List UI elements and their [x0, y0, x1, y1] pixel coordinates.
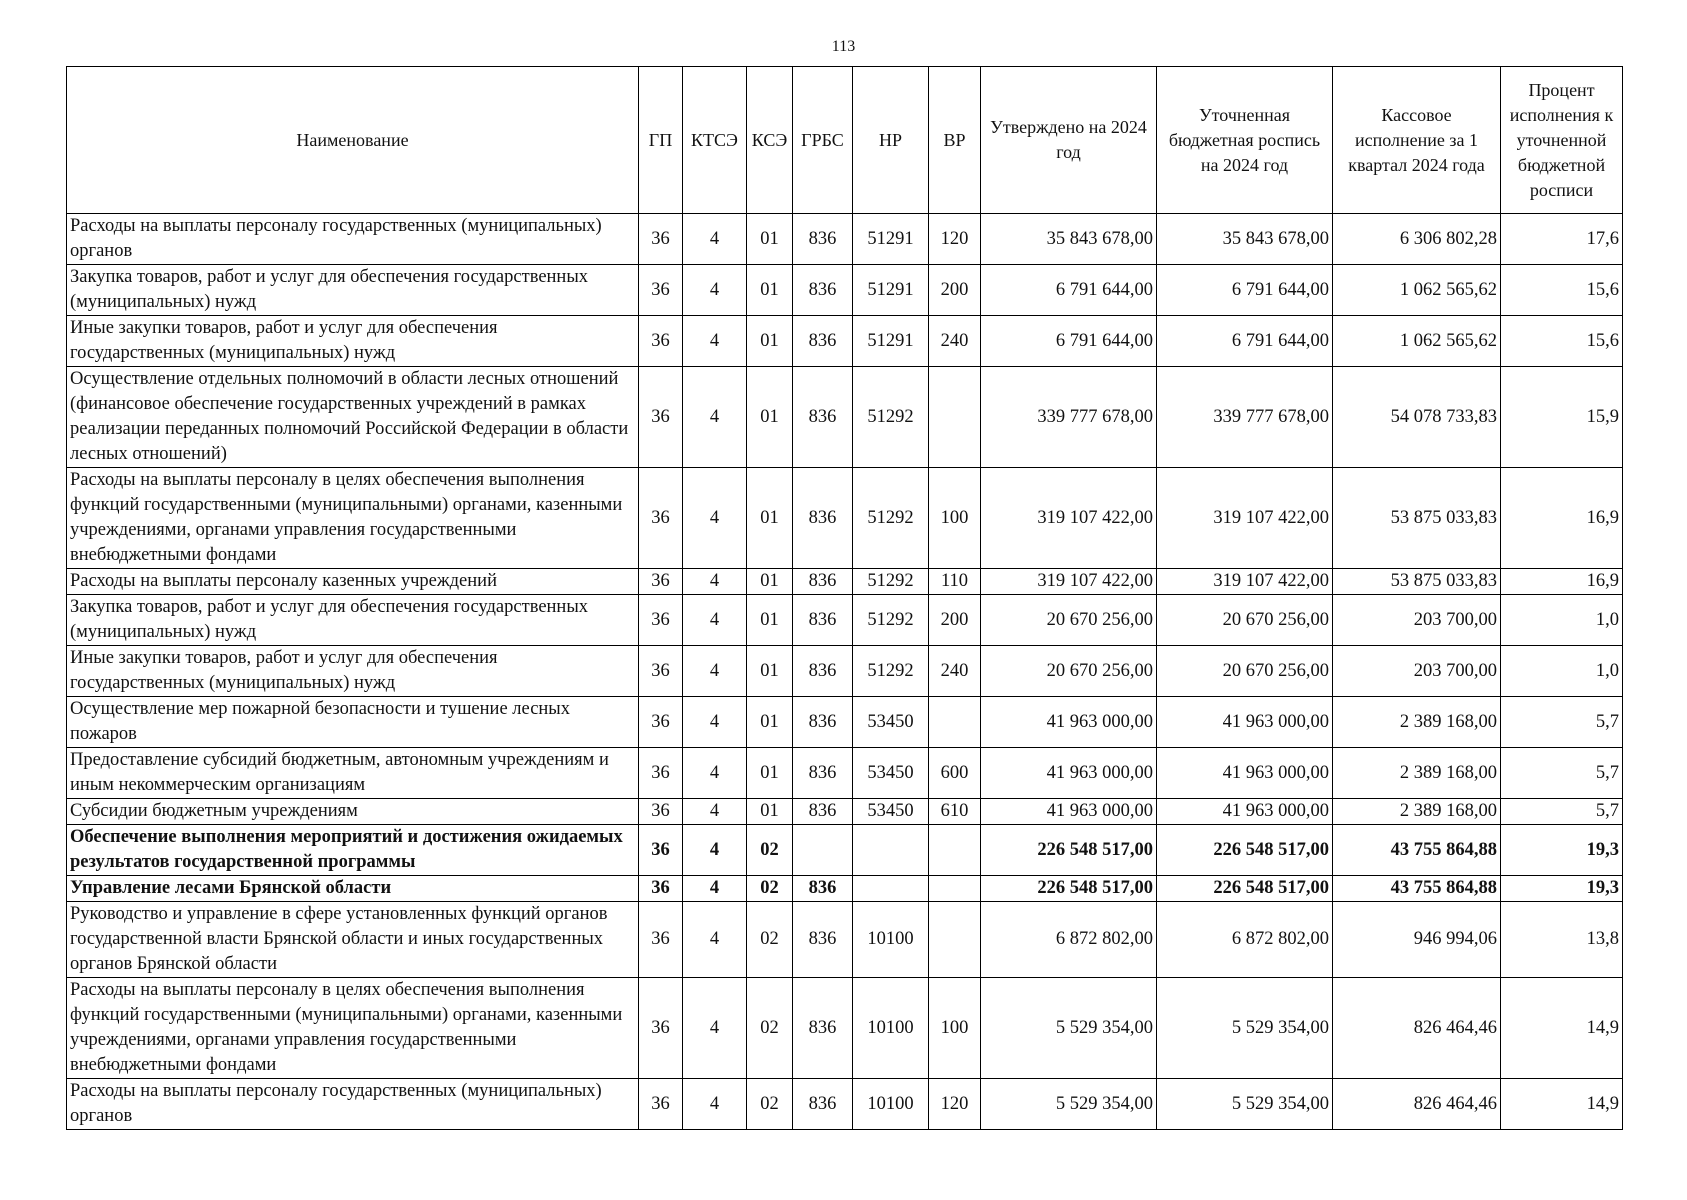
- cell-vr: 100: [929, 978, 981, 1079]
- cell-percent: 5,7: [1501, 697, 1623, 748]
- cell-gp: 36: [639, 468, 683, 569]
- cell-nr: 51292: [853, 468, 929, 569]
- cell-approved: 41 963 000,00: [981, 697, 1157, 748]
- cell-nr: 51291: [853, 214, 929, 265]
- cell-vr: 200: [929, 595, 981, 646]
- cell-ktse: 4: [683, 316, 747, 367]
- cell-cash: 826 464,46: [1333, 1079, 1501, 1130]
- cell-refined: 41 963 000,00: [1157, 748, 1333, 799]
- cell-grbs: 836: [793, 316, 853, 367]
- cell-kse: 02: [747, 876, 793, 902]
- cell-name: Предоставление субсидий бюджетным, автономным учреждениям и иным некоммерческим организациям: [67, 748, 639, 799]
- cell-kse: 01: [747, 697, 793, 748]
- cell-nr: 51291: [853, 265, 929, 316]
- page-number: 113: [831, 38, 856, 55]
- cell-cash: 203 700,00: [1333, 646, 1501, 697]
- cell-name: Управление лесами Брянской области: [67, 876, 639, 902]
- table-row: [67, 876, 1623, 902]
- cell-grbs: 836: [793, 902, 853, 978]
- cell-cash: 2 389 168,00: [1333, 799, 1501, 825]
- cell-nr: 51292: [853, 595, 929, 646]
- cell-percent: 5,7: [1501, 799, 1623, 825]
- cell-refined: 20 670 256,00: [1157, 595, 1333, 646]
- cell-refined: 6 791 644,00: [1157, 316, 1333, 367]
- cell-grbs: 836: [793, 265, 853, 316]
- cell-cash: 43 755 864,88: [1333, 876, 1501, 902]
- cell-grbs: 836: [793, 646, 853, 697]
- cell-approved: 41 963 000,00: [981, 799, 1157, 825]
- table-row: [67, 214, 1623, 265]
- cell-name: Субсидии бюджетным учреждениям: [67, 799, 639, 825]
- header-kse: КСЭ: [747, 67, 793, 214]
- table-row: [67, 748, 1623, 799]
- cell-approved: 35 843 678,00: [981, 214, 1157, 265]
- cell-percent: 19,3: [1501, 825, 1623, 876]
- cell-vr: 240: [929, 646, 981, 697]
- cell-gp: 36: [639, 799, 683, 825]
- cell-grbs: 836: [793, 468, 853, 569]
- cell-kse: 02: [747, 825, 793, 876]
- cell-grbs: 836: [793, 799, 853, 825]
- cell-kse: 01: [747, 748, 793, 799]
- table-row: [67, 697, 1623, 748]
- cell-cash: 203 700,00: [1333, 595, 1501, 646]
- cell-gp: 36: [639, 316, 683, 367]
- cell-ktse: 4: [683, 902, 747, 978]
- cell-gp: 36: [639, 569, 683, 595]
- cell-nr: 10100: [853, 978, 929, 1079]
- cell-ktse: 4: [683, 825, 747, 876]
- cell-ktse: 4: [683, 646, 747, 697]
- cell-refined: 5 529 354,00: [1157, 1079, 1333, 1130]
- cell-cash: 946 994,06: [1333, 902, 1501, 978]
- cell-approved: 5 529 354,00: [981, 1079, 1157, 1130]
- table-body: [67, 214, 1623, 1130]
- cell-cash: 6 306 802,28: [1333, 214, 1501, 265]
- cell-percent: 1,0: [1501, 646, 1623, 697]
- cell-grbs: 836: [793, 367, 853, 468]
- cell-refined: 5 529 354,00: [1157, 978, 1333, 1079]
- cell-cash: 826 464,46: [1333, 978, 1501, 1079]
- cell-name: Расходы на выплаты персоналу государственных (муниципальных) органов: [67, 1079, 639, 1130]
- cell-name: Расходы на выплаты персоналу казенных учреждений: [67, 569, 639, 595]
- header-percent: Процент исполнения к уточненной бюджетной росписи: [1501, 67, 1623, 214]
- cell-kse: 01: [747, 646, 793, 697]
- cell-grbs: 836: [793, 978, 853, 1079]
- cell-percent: 15,6: [1501, 265, 1623, 316]
- cell-ktse: 4: [683, 978, 747, 1079]
- table-row: [67, 265, 1623, 316]
- budget-table: [66, 66, 1623, 1130]
- cell-name: Иные закупки товаров, работ и услуг для обеспечения государственных (муниципальных) нужд: [67, 646, 639, 697]
- cell-percent: 15,9: [1501, 367, 1623, 468]
- table-header-row: [67, 67, 1623, 214]
- cell-vr: [929, 697, 981, 748]
- cell-name: Осуществление отдельных полномочий в области лесных отношений (финансовое обеспечение государственных учреждений в рамках реализации переданных полномочий Российской Федерации в области лесных отношений): [67, 367, 639, 468]
- header-cash: Кассовое исполнение за 1 квартал 2024 года: [1333, 67, 1501, 214]
- table-row: [67, 799, 1623, 825]
- cell-cash: 43 755 864,88: [1333, 825, 1501, 876]
- cell-cash: 2 389 168,00: [1333, 697, 1501, 748]
- cell-ktse: 4: [683, 214, 747, 265]
- cell-kse: 02: [747, 1079, 793, 1130]
- cell-refined: 41 963 000,00: [1157, 799, 1333, 825]
- cell-gp: 36: [639, 214, 683, 265]
- table-row: [67, 468, 1623, 569]
- cell-ktse: 4: [683, 876, 747, 902]
- cell-vr: 600: [929, 748, 981, 799]
- cell-approved: 226 548 517,00: [981, 825, 1157, 876]
- cell-gp: 36: [639, 748, 683, 799]
- cell-nr: 53450: [853, 748, 929, 799]
- cell-grbs: 836: [793, 595, 853, 646]
- cell-kse: 01: [747, 214, 793, 265]
- cell-ktse: 4: [683, 595, 747, 646]
- cell-grbs: 836: [793, 1079, 853, 1130]
- cell-vr: 610: [929, 799, 981, 825]
- table-row: [67, 825, 1623, 876]
- header-nr: НР: [853, 67, 929, 214]
- cell-approved: 339 777 678,00: [981, 367, 1157, 468]
- cell-cash: 53 875 033,83: [1333, 569, 1501, 595]
- cell-ktse: 4: [683, 569, 747, 595]
- cell-nr: 51291: [853, 316, 929, 367]
- cell-nr: 10100: [853, 902, 929, 978]
- cell-nr: [853, 825, 929, 876]
- table-row: [67, 646, 1623, 697]
- cell-approved: 319 107 422,00: [981, 468, 1157, 569]
- cell-ktse: 4: [683, 799, 747, 825]
- cell-ktse: 4: [683, 367, 747, 468]
- cell-approved: 6 791 644,00: [981, 316, 1157, 367]
- cell-ktse: 4: [683, 468, 747, 569]
- cell-vr: 240: [929, 316, 981, 367]
- cell-approved: 6 872 802,00: [981, 902, 1157, 978]
- cell-name: Осуществление мер пожарной безопасности и тушение лесных пожаров: [67, 697, 639, 748]
- table-row: [67, 569, 1623, 595]
- cell-approved: 20 670 256,00: [981, 595, 1157, 646]
- cell-vr: 200: [929, 265, 981, 316]
- cell-name: Расходы на выплаты персоналу в целях обеспечения выполнения функций государственными (муниципальными) органами, казенными учреждениями, органами управления государственными внебюджетными фондами: [67, 978, 639, 1079]
- cell-vr: [929, 902, 981, 978]
- cell-ktse: 4: [683, 748, 747, 799]
- cell-vr: [929, 825, 981, 876]
- table-row: [67, 978, 1623, 1079]
- cell-refined: 339 777 678,00: [1157, 367, 1333, 468]
- cell-approved: 20 670 256,00: [981, 646, 1157, 697]
- cell-gp: 36: [639, 646, 683, 697]
- cell-name: Расходы на выплаты персоналу в целях обеспечения выполнения функций государственными (муниципальными) органами, казенными учреждениями, органами управления государственными внебюджетными фондами: [67, 468, 639, 569]
- cell-refined: 226 548 517,00: [1157, 825, 1333, 876]
- cell-gp: 36: [639, 902, 683, 978]
- header-grbs: ГРБС: [793, 67, 853, 214]
- cell-kse: 02: [747, 978, 793, 1079]
- cell-approved: 319 107 422,00: [981, 569, 1157, 595]
- cell-name: Расходы на выплаты персоналу государственных (муниципальных) органов: [67, 214, 639, 265]
- cell-gp: 36: [639, 1079, 683, 1130]
- cell-name: Обеспечение выполнения мероприятий и достижения ожидаемых результатов государственной программы: [67, 825, 639, 876]
- header-refined: Уточненная бюджетная роспись на 2024 год: [1157, 67, 1333, 214]
- cell-percent: 1,0: [1501, 595, 1623, 646]
- cell-gp: 36: [639, 595, 683, 646]
- cell-gp: 36: [639, 978, 683, 1079]
- cell-vr: [929, 367, 981, 468]
- cell-gp: 36: [639, 367, 683, 468]
- cell-gp: 36: [639, 876, 683, 902]
- cell-kse: 01: [747, 799, 793, 825]
- cell-kse: 01: [747, 468, 793, 569]
- cell-approved: 41 963 000,00: [981, 748, 1157, 799]
- cell-refined: 6 872 802,00: [1157, 902, 1333, 978]
- cell-name: Закупка товаров, работ и услуг для обеспечения государственных (муниципальных) нужд: [67, 595, 639, 646]
- cell-nr: [853, 876, 929, 902]
- cell-approved: 6 791 644,00: [981, 265, 1157, 316]
- cell-kse: 01: [747, 569, 793, 595]
- cell-nr: 51292: [853, 646, 929, 697]
- cell-nr: 53450: [853, 697, 929, 748]
- cell-nr: 51292: [853, 569, 929, 595]
- cell-refined: 35 843 678,00: [1157, 214, 1333, 265]
- cell-percent: 16,9: [1501, 468, 1623, 569]
- cell-gp: 36: [639, 825, 683, 876]
- header-ktse: КТСЭ: [683, 67, 747, 214]
- cell-grbs: 836: [793, 748, 853, 799]
- cell-ktse: 4: [683, 265, 747, 316]
- cell-percent: 14,9: [1501, 978, 1623, 1079]
- cell-cash: 1 062 565,62: [1333, 316, 1501, 367]
- cell-percent: 14,9: [1501, 1079, 1623, 1130]
- cell-nr: 10100: [853, 1079, 929, 1130]
- cell-cash: 1 062 565,62: [1333, 265, 1501, 316]
- cell-kse: 01: [747, 316, 793, 367]
- cell-ktse: 4: [683, 1079, 747, 1130]
- table-row: [67, 595, 1623, 646]
- table-row: [67, 1079, 1623, 1130]
- cell-grbs: [793, 825, 853, 876]
- cell-percent: 19,3: [1501, 876, 1623, 902]
- cell-kse: 01: [747, 265, 793, 316]
- cell-kse: 01: [747, 595, 793, 646]
- cell-approved: 226 548 517,00: [981, 876, 1157, 902]
- cell-refined: 6 791 644,00: [1157, 265, 1333, 316]
- cell-refined: 20 670 256,00: [1157, 646, 1333, 697]
- cell-vr: 100: [929, 468, 981, 569]
- cell-refined: 319 107 422,00: [1157, 468, 1333, 569]
- header-vr: ВР: [929, 67, 981, 214]
- cell-nr: 51292: [853, 367, 929, 468]
- cell-grbs: 836: [793, 214, 853, 265]
- table-row: [67, 367, 1623, 468]
- cell-name: Иные закупки товаров, работ и услуг для обеспечения государственных (муниципальных) нужд: [67, 316, 639, 367]
- cell-refined: 41 963 000,00: [1157, 697, 1333, 748]
- cell-cash: 53 875 033,83: [1333, 468, 1501, 569]
- cell-nr: 53450: [853, 799, 929, 825]
- cell-grbs: 836: [793, 697, 853, 748]
- header-approved: Утверждено на 2024 год: [981, 67, 1157, 214]
- cell-cash: 54 078 733,83: [1333, 367, 1501, 468]
- cell-refined: 226 548 517,00: [1157, 876, 1333, 902]
- header-gp: ГП: [639, 67, 683, 214]
- cell-name: Закупка товаров, работ и услуг для обеспечения государственных (муниципальных) нужд: [67, 265, 639, 316]
- cell-percent: 15,6: [1501, 316, 1623, 367]
- cell-cash: 2 389 168,00: [1333, 748, 1501, 799]
- cell-vr: 120: [929, 214, 981, 265]
- cell-kse: 02: [747, 902, 793, 978]
- table-row: [67, 316, 1623, 367]
- cell-percent: 5,7: [1501, 748, 1623, 799]
- cell-vr: [929, 876, 981, 902]
- cell-grbs: 836: [793, 569, 853, 595]
- header-name: Наименование: [67, 67, 639, 214]
- cell-vr: 120: [929, 1079, 981, 1130]
- cell-grbs: 836: [793, 876, 853, 902]
- cell-gp: 36: [639, 697, 683, 748]
- cell-gp: 36: [639, 265, 683, 316]
- cell-vr: 110: [929, 569, 981, 595]
- cell-approved: 5 529 354,00: [981, 978, 1157, 1079]
- cell-percent: 17,6: [1501, 214, 1623, 265]
- cell-ktse: 4: [683, 697, 747, 748]
- cell-name: Руководство и управление в сфере установленных функций органов государственной власти Брянской области и иных государственных органов Брянской области: [67, 902, 639, 978]
- cell-kse: 01: [747, 367, 793, 468]
- cell-refined: 319 107 422,00: [1157, 569, 1333, 595]
- table-row: [67, 902, 1623, 978]
- cell-percent: 16,9: [1501, 569, 1623, 595]
- cell-percent: 13,8: [1501, 902, 1623, 978]
